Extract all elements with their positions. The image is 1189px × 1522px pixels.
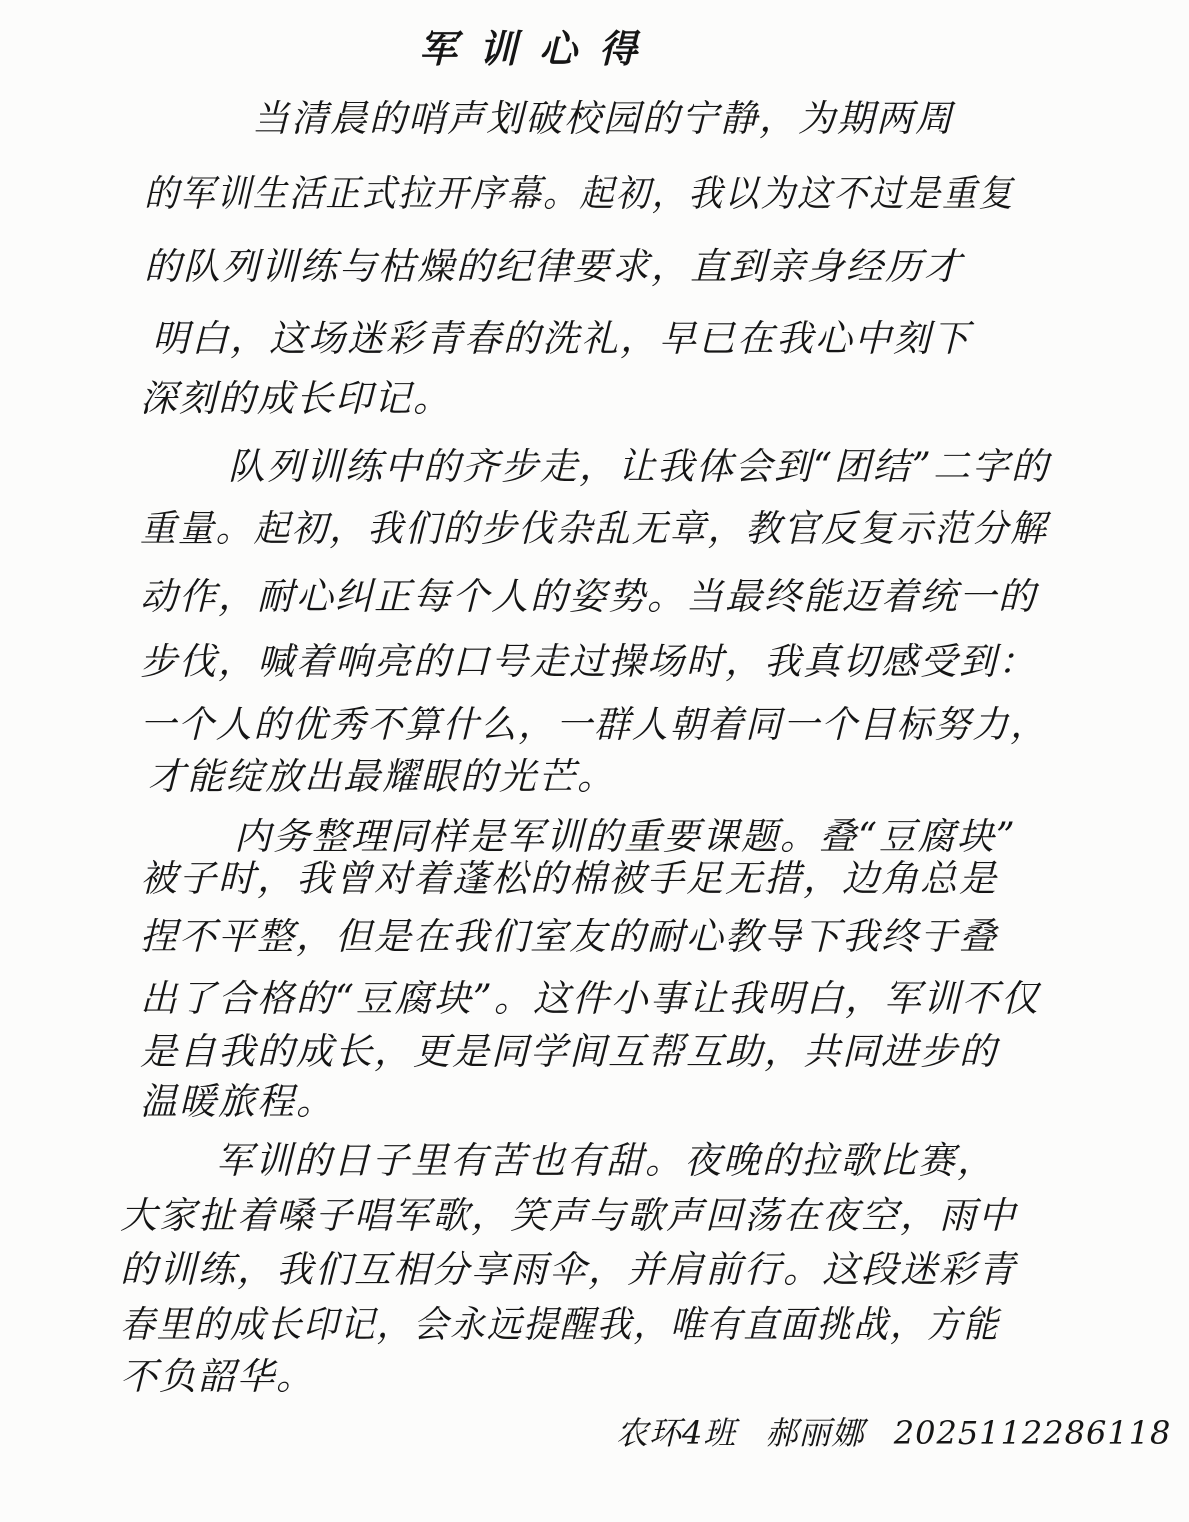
essay-line-9: 步伐，喊着响亮的口号走过操场时，我真切感受到： — [140, 640, 1037, 683]
essay-line-6: 队列训练中的齐步走，让我体会到“团结”二字的 — [228, 445, 1050, 488]
essay-line-7: 重量。起初，我们的步伐杂乱无章，教官反复示范分解 — [140, 507, 1048, 550]
essay-line-18: 军训的日子里有苦也有甜。夜晚的拉歌比赛， — [216, 1139, 996, 1182]
essay-line-16: 是自我的成长，更是同学间互帮互助，共同进步的 — [140, 1030, 998, 1073]
author-student-id: 2025112286118 — [893, 1414, 1172, 1452]
essay-line-21: 春里的成长印记，会永远提醒我，唯有直面挑战，方能 — [120, 1303, 1000, 1346]
essay-line-19: 大家扯着嗓子唱军歌，笑声与歌声回荡在夜空，雨中 — [120, 1194, 1017, 1237]
essay-line-10: 一个人的优秀不算什么，一群人朝着同一个目标努力， — [140, 703, 1048, 746]
essay-line-8: 动作，耐心纠正每个人的姿势。当最终能迈着统一的 — [140, 575, 1037, 618]
essay-line-1: 当清晨的哨声划破校园的宁静，为期两周 — [252, 97, 954, 140]
author-class: 农环4班 — [616, 1414, 737, 1452]
essay-line-17: 温暖旅程。 — [140, 1080, 335, 1123]
essay-line-4: 明白，这场迷彩青春的洗礼，早已在我心中刻下 — [152, 317, 971, 360]
author-name: 郝丽娜 — [765, 1414, 865, 1452]
essay-line-15: 出了合格的“豆腐块”。这件小事让我明白，军训不仅 — [140, 977, 1040, 1020]
essay-line-12: 内务整理同样是军训的重要课题。叠“豆腐块” — [234, 815, 1017, 858]
essay-line-11: 才能绽放出最耀眼的光芒。 — [148, 755, 616, 798]
author-signature-block — [616, 1408, 1189, 1454]
essay-line-14: 捏不平整，但是在我们室友的耐心教导下我终于叠 — [140, 915, 998, 958]
essay-line-22: 不负韶华。 — [120, 1355, 315, 1398]
essay-title: 军训心得 — [418, 26, 659, 71]
essay-line-3: 的队列训练与枯燥的纪律要求，直到亲身经历才 — [144, 245, 963, 288]
essay-line-5: 深刻的成长印记。 — [140, 377, 452, 420]
essay-line-20: 的训练，我们互相分享雨伞，并肩前行。这段迷彩青 — [120, 1248, 1017, 1291]
essay-line-13: 被子时，我曾对着蓬松的棉被手足无措，边角总是 — [140, 857, 998, 900]
essay-line-2: 的军训生活正式拉开序幕。起初，我以为这不过是重复 — [144, 172, 1015, 215]
